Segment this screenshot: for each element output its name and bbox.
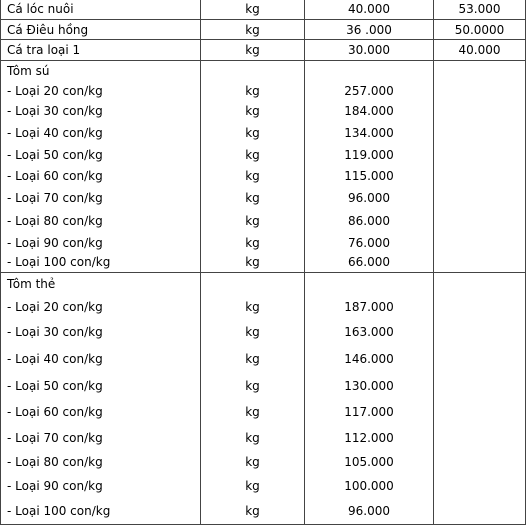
empty-cell: [434, 273, 526, 525]
list-item: - Loại 50 con/kg: [7, 148, 103, 162]
list-item: - Loại 20 con/kg: [7, 300, 103, 314]
unit: kg: [245, 236, 260, 250]
unit: kg: [245, 504, 260, 518]
price: 130.000: [344, 379, 394, 393]
unit-cell: [201, 273, 305, 525]
list-item: - Loại 70 con/kg: [7, 431, 103, 445]
group-name-cell: [1, 61, 201, 273]
unit: kg: [245, 479, 260, 493]
list-item: - Loại 100 con/kg: [7, 255, 111, 269]
price: 146.000: [344, 352, 394, 366]
unit: kg: [245, 405, 260, 419]
list-item: - Loại 70 con/kg: [7, 191, 103, 205]
price-2: 50.0000: [434, 20, 526, 40]
unit: kg: [245, 352, 260, 366]
price-2: 40.000: [434, 40, 526, 61]
list-item: - Loại 60 con/kg: [7, 169, 103, 183]
list-item: - Loại 50 con/kg: [7, 379, 103, 393]
empty-cell: [434, 61, 526, 273]
price: 66.000: [348, 255, 390, 269]
table-row: [1, 40, 526, 61]
price-2: 53.000: [434, 0, 526, 20]
price: 115.000: [344, 169, 394, 183]
price: 96.000: [348, 191, 390, 205]
unit: kg: [201, 40, 305, 61]
unit: kg: [245, 104, 260, 118]
price: 112.000: [344, 431, 394, 445]
price: 163.000: [344, 325, 394, 339]
unit: kg: [245, 126, 260, 140]
price: 100.000: [344, 479, 394, 493]
unit: kg: [245, 169, 260, 183]
price: 96.000: [348, 504, 390, 518]
unit: kg: [245, 455, 260, 469]
unit: kg: [245, 431, 260, 445]
list-item: - Loại 90 con/kg: [7, 236, 103, 250]
product-name: Cá lóc nuôi: [1, 0, 201, 20]
list-item: - Loại 80 con/kg: [7, 455, 103, 469]
price: 184.000: [344, 104, 394, 118]
price: 105.000: [344, 455, 394, 469]
unit: kg: [245, 214, 260, 228]
list-item: - Loại 40 con/kg: [7, 126, 103, 140]
unit: kg: [201, 0, 305, 20]
list-item: - Loại 80 con/kg: [7, 214, 103, 228]
product-name: Cá Điêu hồng: [1, 20, 201, 40]
unit: kg: [245, 379, 260, 393]
price: 117.000: [344, 405, 394, 419]
table-row: [1, 0, 526, 20]
unit: kg: [245, 148, 260, 162]
product-name: Cá tra loại 1: [1, 40, 201, 61]
unit: kg: [201, 20, 305, 40]
unit: kg: [245, 300, 260, 314]
group-tom-the: [1, 273, 526, 525]
price: 40.000: [305, 0, 434, 20]
list-item: - Loại 20 con/kg: [7, 84, 103, 98]
price: 76.000: [348, 236, 390, 250]
price-cell: [305, 273, 434, 525]
price: 119.000: [344, 148, 394, 162]
unit: kg: [245, 191, 260, 205]
price: 187.000: [344, 300, 394, 314]
list-item: - Loại 30 con/kg: [7, 325, 103, 339]
group-title: Tôm sú: [7, 64, 50, 78]
unit: kg: [245, 84, 260, 98]
list-item: - Loại 40 con/kg: [7, 352, 103, 366]
price: 86.000: [348, 214, 390, 228]
price: 30.000: [305, 40, 434, 61]
unit: kg: [245, 325, 260, 339]
group-title: Tôm thẻ: [7, 277, 56, 291]
price: 36 .000: [305, 20, 434, 40]
group-name-cell: [1, 273, 201, 525]
unit-cell: [201, 61, 305, 273]
price: 257.000: [344, 84, 394, 98]
list-item: - Loại 90 con/kg: [7, 479, 103, 493]
unit: kg: [245, 255, 260, 269]
list-item: - Loại 100 con/kg: [7, 504, 111, 518]
group-tom-su: [1, 61, 526, 273]
list-item: - Loại 60 con/kg: [7, 405, 103, 419]
table-row: [1, 20, 526, 40]
price: 134.000: [344, 126, 394, 140]
list-item: - Loại 30 con/kg: [7, 104, 103, 118]
price-cell: [305, 61, 434, 273]
